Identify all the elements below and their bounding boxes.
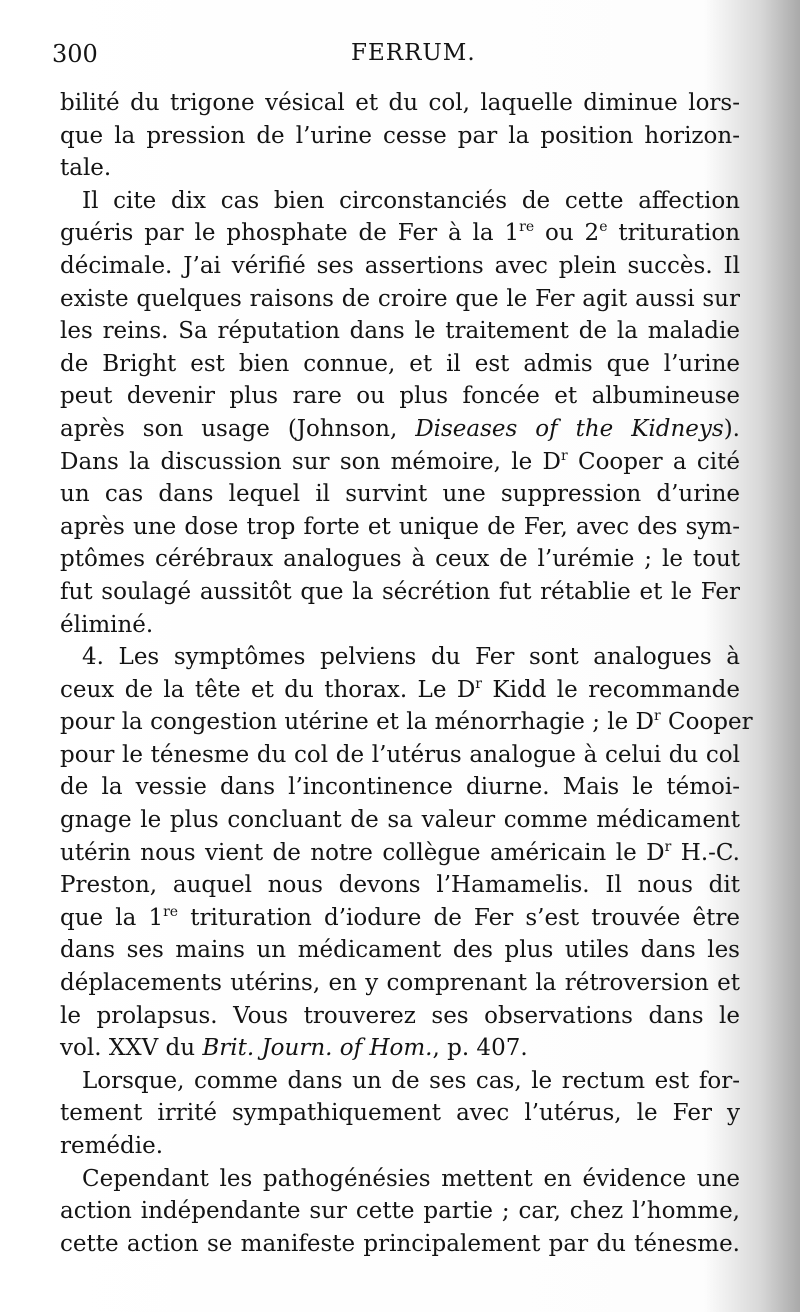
superscript: re (163, 903, 179, 920)
text-segment: ou 2 (534, 220, 600, 247)
text-line: fut soulagé aussitôt que la sécrétion fut rétablie et le Fer (60, 578, 740, 605)
text-line: Preston, auquel nous devons l’Hamamelis. Il nous dit (60, 872, 740, 899)
text-segment: Dans la discussion sur son mémoire, le D (60, 448, 561, 475)
text-line: gnage le plus concluant de sa valeur comme médicament (60, 807, 740, 834)
text-line (60, 674, 740, 707)
text-line: pour le ténesme du col de l’utérus analogue à celui du col (60, 741, 740, 768)
superscript: e (599, 219, 608, 236)
text-segment: trituration d’iodure de Fer s’est trouvée être (178, 904, 740, 931)
text-segment: que la 1 (60, 904, 164, 931)
body-text (60, 87, 753, 1260)
text-line: ptômes cérébraux analogues à ceux de l’urémie ; le tout (60, 546, 740, 573)
text-line (60, 217, 740, 250)
superscript: re (519, 219, 535, 236)
text-segment: Kidd le recommande (482, 676, 741, 703)
text-segment: H.-C. (671, 839, 740, 866)
text-segment: , p. 407. (432, 1035, 528, 1062)
text-line: Lorsque, comme dans un de ses cas, le rectum est for- (82, 1067, 740, 1094)
text-line: le prolapsus. Vous trouverez ses observations dans le (60, 1002, 740, 1029)
text-line: 4. Les symptômes pelviens du Fer sont analogues à (82, 644, 740, 671)
text-segment: ceux de la tête et du thorax. Le D (60, 676, 476, 703)
text-line (60, 446, 740, 479)
superscript: r (475, 675, 482, 692)
text-segment: Cooper (660, 709, 753, 736)
text-line: éliminé. (60, 611, 154, 638)
text-segment: Cooper a cité (567, 448, 741, 475)
superscript: r (560, 447, 568, 464)
superscript: r (654, 708, 661, 725)
italic-title: Brit. Journ. of Hom. (202, 1035, 433, 1062)
text-line: de Bright est bien connue, et il est admis que l’urine (60, 350, 740, 377)
running-header (52, 38, 740, 78)
page-content (52, 38, 753, 1260)
page-number: 300 (52, 40, 98, 68)
text-line: les reins. Sa réputation dans le traitement de la maladie (60, 318, 740, 345)
text-line: tale. (60, 155, 112, 182)
text-segment: trituration (607, 220, 741, 247)
text-line: action indépendante sur cette partie ; car, chez l’homme, (60, 1198, 740, 1225)
text-line (60, 902, 740, 935)
text-line: existe quelques raisons de croire que le Fer agit aussi sur (60, 285, 740, 312)
text-line: tement irrité sympathiquement avec l’utérus, le Fer y (60, 1100, 740, 1127)
superscript: r (664, 838, 672, 855)
text-line: bilité du trigone vésical et du col, laquelle diminue lors- (60, 90, 740, 116)
text-segment: guéris par le phosphate de Fer à la 1 (60, 220, 520, 247)
text-line: après une dose trop forte et unique de Fer, avec des sym- (60, 513, 740, 540)
text-line: dans ses mains un médicament des plus utiles dans les (60, 937, 740, 964)
text-line: que la pression de l’urine cesse par la position horizon- (60, 122, 740, 149)
text-segment: utérin nous vient de notre collègue américain le D (60, 839, 665, 866)
text-line: remédie. (60, 1133, 164, 1159)
text-line: décimale. J’ai vérifié ses assertions avec plein succès. Il (60, 252, 740, 279)
text-line: cette action se manifeste principalement par du ténesme. (60, 1230, 740, 1257)
text-line (60, 1032, 740, 1065)
text-line: peut devenir plus rare ou plus foncée et albumineuse (60, 383, 740, 410)
text-segment: pour la congestion utérine et la ménorrhagie ; le D (60, 709, 654, 736)
text-line (60, 413, 740, 446)
text-segment: ). (723, 415, 740, 442)
text-segment: après son usage (Johnson, (60, 415, 416, 442)
text-segment: vol. XXV du (60, 1035, 203, 1062)
text-line: déplacements utérins, en y comprenant la rétroversion et (60, 970, 740, 997)
running-title: FERRUM. (351, 40, 476, 66)
text-line: Cependant les pathogénésies mettent en évidence une (82, 1165, 740, 1192)
text-line (60, 706, 753, 739)
text-line: un cas dans lequel il survint une suppression d’urine (60, 481, 740, 508)
text-line: de la vessie dans l’incontinence diurne. Mais le témoi- (60, 774, 740, 801)
italic-title: Diseases of the Kidneys (415, 415, 724, 442)
text-line (60, 837, 740, 870)
text-line: Il cite dix cas bien circonstanciés de cette affection (82, 187, 740, 214)
